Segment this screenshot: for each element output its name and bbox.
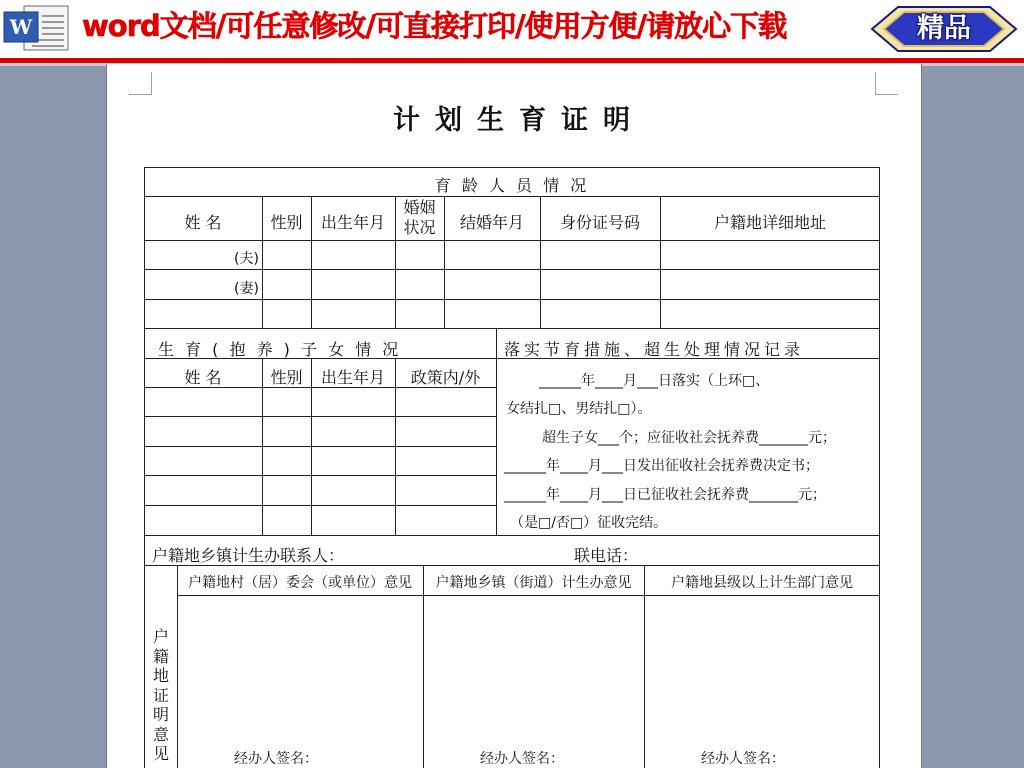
section-header-records: 落实节育措施、超生处理情况记录 xyxy=(504,340,805,359)
contact-person-label: 户籍地乡镇计生办联系人： xyxy=(152,546,345,565)
opinion-col-town: 户籍地乡镇（街道）计生办意见 xyxy=(435,575,632,591)
table-line xyxy=(144,446,496,447)
contact-phone-label: 联电话： xyxy=(574,546,639,565)
table-line xyxy=(144,475,496,476)
table-line xyxy=(144,328,880,329)
col-gender: 性别 xyxy=(270,213,303,232)
table-line xyxy=(144,505,496,506)
child-col-policy: 政策内/外 xyxy=(410,368,481,387)
record-line: 女结扎□、男结扎□）。 xyxy=(506,401,652,417)
table-line xyxy=(144,535,880,536)
quality-badge: 精品 xyxy=(917,13,971,44)
row-wife-label: (妻) xyxy=(234,281,259,297)
page-margin-corner xyxy=(875,72,898,95)
opinion-col-county: 户籍地县级以上计生部门意见 xyxy=(671,575,853,591)
col-marriage-date: 结婚年月 xyxy=(459,213,524,232)
banner-slogan: word文档/可任意修改/可直接打印/使用方便/请放心下载 xyxy=(82,9,787,43)
record-line: ______年____月___日发出征收社会抚养费决定书； xyxy=(504,458,819,474)
table-line xyxy=(144,299,880,300)
child-col-birth: 出生年月 xyxy=(320,368,385,387)
table-line xyxy=(879,167,880,768)
document-title: 计划生育证明 xyxy=(393,105,645,136)
row-husband-label: (夫) xyxy=(234,251,259,267)
section-header-children: 生 育 ( 抱 养 ) 子 女 情 况 xyxy=(158,340,402,359)
signature-label: 经办人签名： xyxy=(701,751,785,767)
table-line xyxy=(144,416,496,417)
child-col-gender: 性别 xyxy=(270,368,303,387)
table-line xyxy=(144,167,880,168)
page-margin-corner xyxy=(129,72,152,95)
table-line xyxy=(496,328,497,535)
table-line xyxy=(144,269,880,270)
table-line xyxy=(144,240,880,241)
table-line xyxy=(177,595,880,596)
svg-text:W: W xyxy=(9,15,33,39)
col-address: 户籍地详细地址 xyxy=(713,213,826,232)
record-line: ______年____月___日落实（上环□、 xyxy=(539,373,770,389)
child-col-name: 姓 名 xyxy=(184,368,222,387)
signature-label: 经办人签名： xyxy=(234,751,318,767)
table-line xyxy=(423,565,424,768)
col-birth: 出生年月 xyxy=(320,213,385,232)
record-line: （是□/否□）征收完结。 xyxy=(510,515,668,531)
household-opinion-side-label: 户籍地证明意见 xyxy=(152,627,169,763)
table-line xyxy=(644,565,645,768)
section-header-persons: 育 龄 人 员 情 况 xyxy=(434,176,590,195)
record-line: ______年____月___日已征收社会抚养费_______元； xyxy=(504,487,826,503)
record-line: 超生子女___个；应征收社会抚养费_______元； xyxy=(542,430,836,446)
table-line xyxy=(144,196,880,197)
col-id-number: 身份证号码 xyxy=(559,213,640,232)
top-banner xyxy=(0,0,1024,63)
col-name: 姓 名 xyxy=(184,213,222,232)
col-marital: 婚姻 状况 xyxy=(403,198,436,237)
table-line xyxy=(144,167,145,768)
word-document-icon xyxy=(2,4,76,52)
signature-label: 经办人签名： xyxy=(480,751,564,767)
certificate-form xyxy=(144,167,880,768)
opinion-col-village: 户籍地村（居）委会（或单位）意见 xyxy=(188,575,412,591)
